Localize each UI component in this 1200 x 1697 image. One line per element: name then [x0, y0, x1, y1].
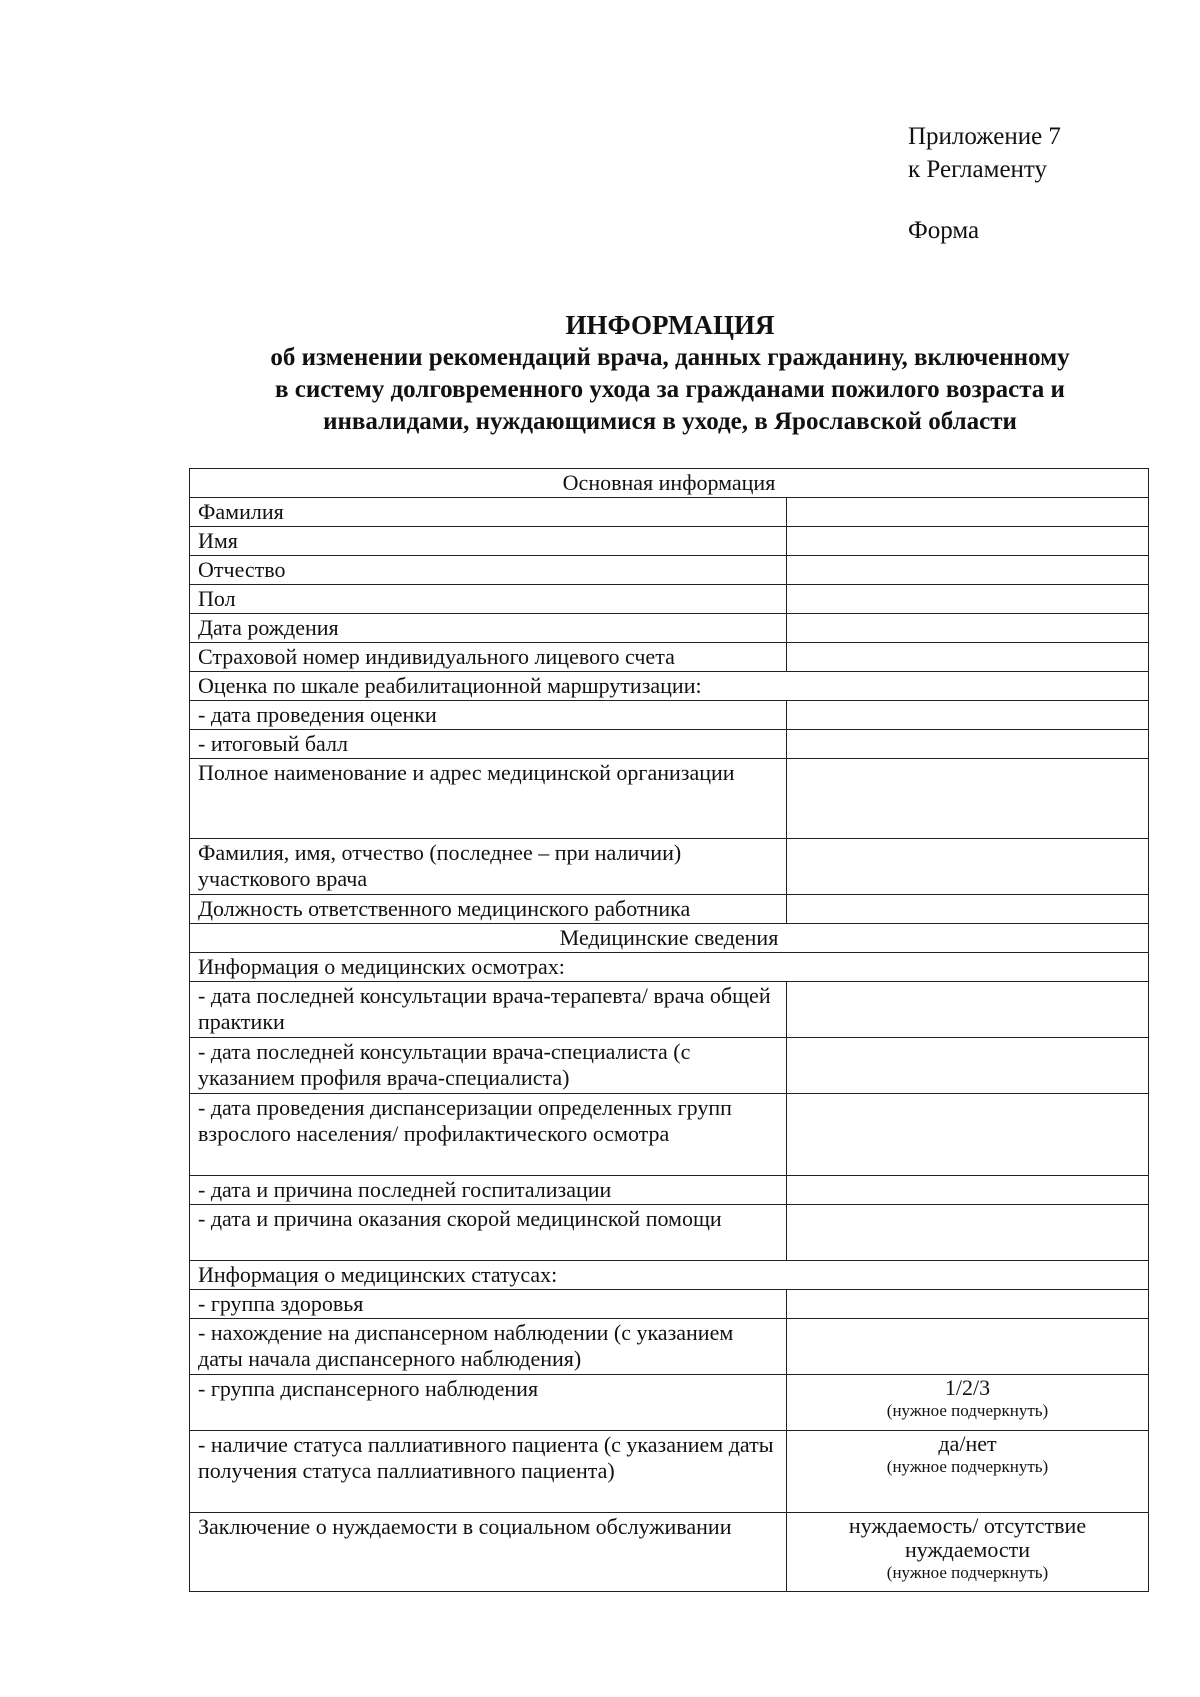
- table-row: [190, 1261, 1149, 1290]
- ambulance-label: - дата и причина оказания скорой медицинской помощи: [190, 1205, 787, 1261]
- info-form-table: [189, 468, 1149, 1592]
- social-need-field[interactable]: [787, 1513, 1149, 1592]
- ambulance-field[interactable]: [787, 1205, 1149, 1261]
- sex-label: Пол: [190, 585, 787, 614]
- title-line-1: об изменении рекомендаций врача, данных гражданину, включенному: [270, 344, 1070, 371]
- table-row: [190, 730, 1149, 759]
- table-row: [190, 839, 1149, 895]
- section-medical-info: Медицинские сведения: [190, 924, 1149, 953]
- social-need-options: нуждаемость/ отсутствие нуждаемости: [848, 1513, 1087, 1562]
- section-basic-info: Основная информация: [190, 469, 1149, 498]
- table-row: [190, 1038, 1149, 1094]
- therapist-consult-label: - дата последней консультации врача-терапевта/ врача общей практики: [190, 982, 787, 1038]
- table-row: [190, 953, 1149, 982]
- form-label: Форма: [908, 217, 980, 244]
- med-org-label: Полное наименование и адрес медицинской организации: [190, 759, 787, 839]
- rehab-scale-heading: Оценка по шкале реабилитационной маршрутизации:: [190, 672, 1149, 701]
- table-row: [190, 1290, 1149, 1319]
- patronymic-label: Отчество: [190, 556, 787, 585]
- table-row: [190, 1205, 1149, 1261]
- dispensary-observation-field[interactable]: [787, 1319, 1149, 1375]
- hospitalization-field[interactable]: [787, 1176, 1149, 1205]
- snils-label: Страховой номер индивидуального лицевого счета: [190, 643, 787, 672]
- specialist-consult-field[interactable]: [787, 1038, 1149, 1094]
- sex-field[interactable]: [787, 585, 1149, 614]
- dispensary-group-field[interactable]: [787, 1375, 1149, 1431]
- district-doctor-label: Фамилия, имя, отчество (последнее – при наличии) участкового врача: [190, 839, 787, 895]
- table-row: [190, 701, 1149, 730]
- dispensary-group-options: 1/2/3: [944, 1375, 991, 1400]
- table-row: [190, 498, 1149, 527]
- total-score-label: - итоговый балл: [190, 730, 787, 759]
- dispensary-group-label: - группа диспансерного наблюдения: [190, 1375, 787, 1431]
- document-title: [190, 308, 1150, 438]
- social-need-label: Заключение о нуждаемости в социальном обслуживании: [190, 1513, 787, 1592]
- underline-note: (нужное подчеркнуть): [886, 1563, 1049, 1582]
- dispensary-observation-label: - нахождение на диспансерном наблюдении (с указанием даты начала диспансерного наблюдения): [190, 1319, 787, 1375]
- title-line-2: в систему долговременного ухода за гражданами пожилого возраста и: [275, 376, 1065, 403]
- assessment-date-label: - дата проведения оценки: [190, 701, 787, 730]
- exams-info-heading: Информация о медицинских осмотрах:: [190, 953, 1149, 982]
- name-label: Имя: [190, 527, 787, 556]
- district-doctor-field[interactable]: [787, 839, 1149, 895]
- table-row: [190, 1319, 1149, 1375]
- name-field[interactable]: [787, 527, 1149, 556]
- underline-note: (нужное подчеркнуть): [886, 1457, 1049, 1476]
- health-group-label: - группа здоровья: [190, 1290, 787, 1319]
- birth-date-label: Дата рождения: [190, 614, 787, 643]
- table-row: [190, 1375, 1149, 1431]
- dispensary-exam-field[interactable]: [787, 1094, 1149, 1176]
- table-row: [190, 643, 1149, 672]
- dispensary-exam-label: - дата проведения диспансеризации определенных групп взрослого населения/ профилактического осмотра: [190, 1094, 787, 1176]
- table-row: [190, 672, 1149, 701]
- palliative-options: да/нет: [938, 1431, 997, 1456]
- table-row: [190, 1513, 1149, 1592]
- title-main: ИНФОРМАЦИЯ: [565, 310, 775, 340]
- responsible-position-field[interactable]: [787, 895, 1149, 924]
- table-row: [190, 1431, 1149, 1513]
- surname-field[interactable]: [787, 498, 1149, 527]
- table-row: [190, 895, 1149, 924]
- table-row: [190, 982, 1149, 1038]
- table-row: [190, 759, 1149, 839]
- underline-note: (нужное подчеркнуть): [886, 1401, 1049, 1420]
- annex-header: [908, 120, 1061, 247]
- total-score-field[interactable]: [787, 730, 1149, 759]
- annex-number: Приложение 7: [908, 123, 1061, 150]
- health-group-field[interactable]: [787, 1290, 1149, 1319]
- palliative-status-field[interactable]: [787, 1431, 1149, 1513]
- title-line-3: инвалидами, нуждающимися в уходе, в Ярославской области: [323, 408, 1017, 435]
- med-org-field[interactable]: [787, 759, 1149, 839]
- table-row: [190, 527, 1149, 556]
- snils-field[interactable]: [787, 643, 1149, 672]
- table-row: [190, 585, 1149, 614]
- table-row: [190, 614, 1149, 643]
- annex-reference: к Регламенту: [908, 156, 1048, 183]
- responsible-position-label: Должность ответственного медицинского работника: [190, 895, 787, 924]
- specialist-consult-label: - дата последней консультации врача-специалиста (с указанием профиля врача-специалиста): [190, 1038, 787, 1094]
- hospitalization-label: - дата и причина последней госпитализации: [190, 1176, 787, 1205]
- patronymic-field[interactable]: [787, 556, 1149, 585]
- birth-date-field[interactable]: [787, 614, 1149, 643]
- table-row: [190, 1176, 1149, 1205]
- table-row: [190, 556, 1149, 585]
- table-row: [190, 1094, 1149, 1176]
- palliative-status-label: - наличие статуса паллиативного пациента (с указанием даты получения статуса паллиативного пациента): [190, 1431, 787, 1513]
- therapist-consult-field[interactable]: [787, 982, 1149, 1038]
- status-info-heading: Информация о медицинских статусах:: [190, 1261, 1149, 1290]
- assessment-date-field[interactable]: [787, 701, 1149, 730]
- surname-label: Фамилия: [190, 498, 787, 527]
